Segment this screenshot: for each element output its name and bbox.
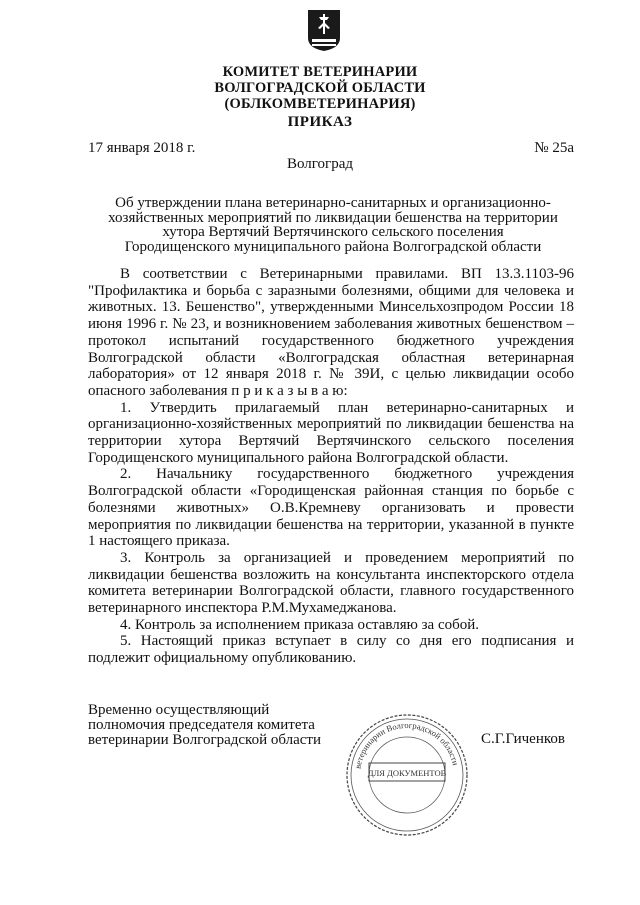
coat-of-arms-icon	[306, 8, 342, 52]
body-paragraph: В соответствии с Ветеринарными правилами. ВП 13.3.1103-96 "Профилактика и борьба с заразными болезнями, общими для человека и животных. 13. Бешенство", утвержденными Минсельхозпродом России 18 июня 1996 г. № 23, и возникновением заболевания животных бешенством – протокол испытаний государственного бюджетного учреждения Волгоградской области «Волгоградская областная ветеринарная лаборатория» от 12 января 2018 г. № 39И, с целью ликвидации особо опасного заболевания п р и к а з ы в а ю:	[88, 266, 574, 399]
position-line-2: полномочия председателя комитета	[88, 717, 315, 733]
signatory-name: С.Г.Гиченков	[481, 731, 565, 747]
stamp-ring-text: ветеринарии Волгоградской области	[352, 719, 461, 770]
body-paragraph: 5. Настоящий приказ вступает в силу со дня его подписания и подлежит официальному опубликованию.	[88, 633, 574, 667]
signatory-position	[88, 703, 321, 748]
body-paragraph: 1. Утвердить прилагаемый план ветеринарно-санитарных и организационно-хозяйственных мероприятий по ликвидации бешенства на территории хутора Вертячий Вертячинского сельского поселения Городищенского муниципального района Волгоградской области.	[88, 399, 574, 466]
body-paragraph: 2. Начальнику государственного бюджетного учреждения Волгоградской области «Городищенская районная станция по борьбе с болезнями животных» О.В.Кремневу организовать и провести мероприятия по ликвидации бешенства на территории, указанной в пункте 1 настоящего приказа.	[88, 466, 574, 550]
stamp-center-text: ДЛЯ ДОКУМЕНТОВ	[367, 768, 447, 778]
position-line-3: ветеринарии Волгоградской области	[88, 732, 321, 748]
document-date: 17 января 2018 г.	[88, 140, 196, 156]
org-line-1: КОМИТЕТ ВЕТЕРИНАРИИ	[222, 64, 418, 80]
body-paragraph: 4. Контроль за исполнением приказа оставляю за собой.	[120, 616, 480, 633]
document-subject: Об утверждении плана ветеринарно-санитарных и организационно-хозяйственных мероприятий по ликвидации бешенства на территории хутора Вертячий Вертячинского сельского поселения Городищенского муниципального района Волгоградской области	[108, 195, 558, 255]
document-number: № 25а	[534, 140, 574, 156]
document-city: Волгоград	[286, 156, 353, 172]
official-stamp	[343, 711, 471, 839]
organization-name	[0, 64, 640, 112]
org-line-2: ВОЛГОГРАДСКОЙ ОБЛАСТИ	[214, 80, 426, 96]
org-line-3: (ОБЛКОМВЕТЕРИНАРИЯ)	[224, 96, 416, 112]
document-body	[88, 266, 574, 667]
body-paragraph: 3. Контроль за организацией и проведением мероприятий по ликвидации бешенства возложить на консультанта инспекторского отдела комитета ветеринарии Волгоградской области, главного государственного ветеринарного инспектора Р.М.Мухамеджанова.	[88, 549, 574, 617]
document-type-title: ПРИКАЗ	[287, 114, 353, 130]
position-line-1: Временно осуществляющий	[88, 702, 270, 718]
